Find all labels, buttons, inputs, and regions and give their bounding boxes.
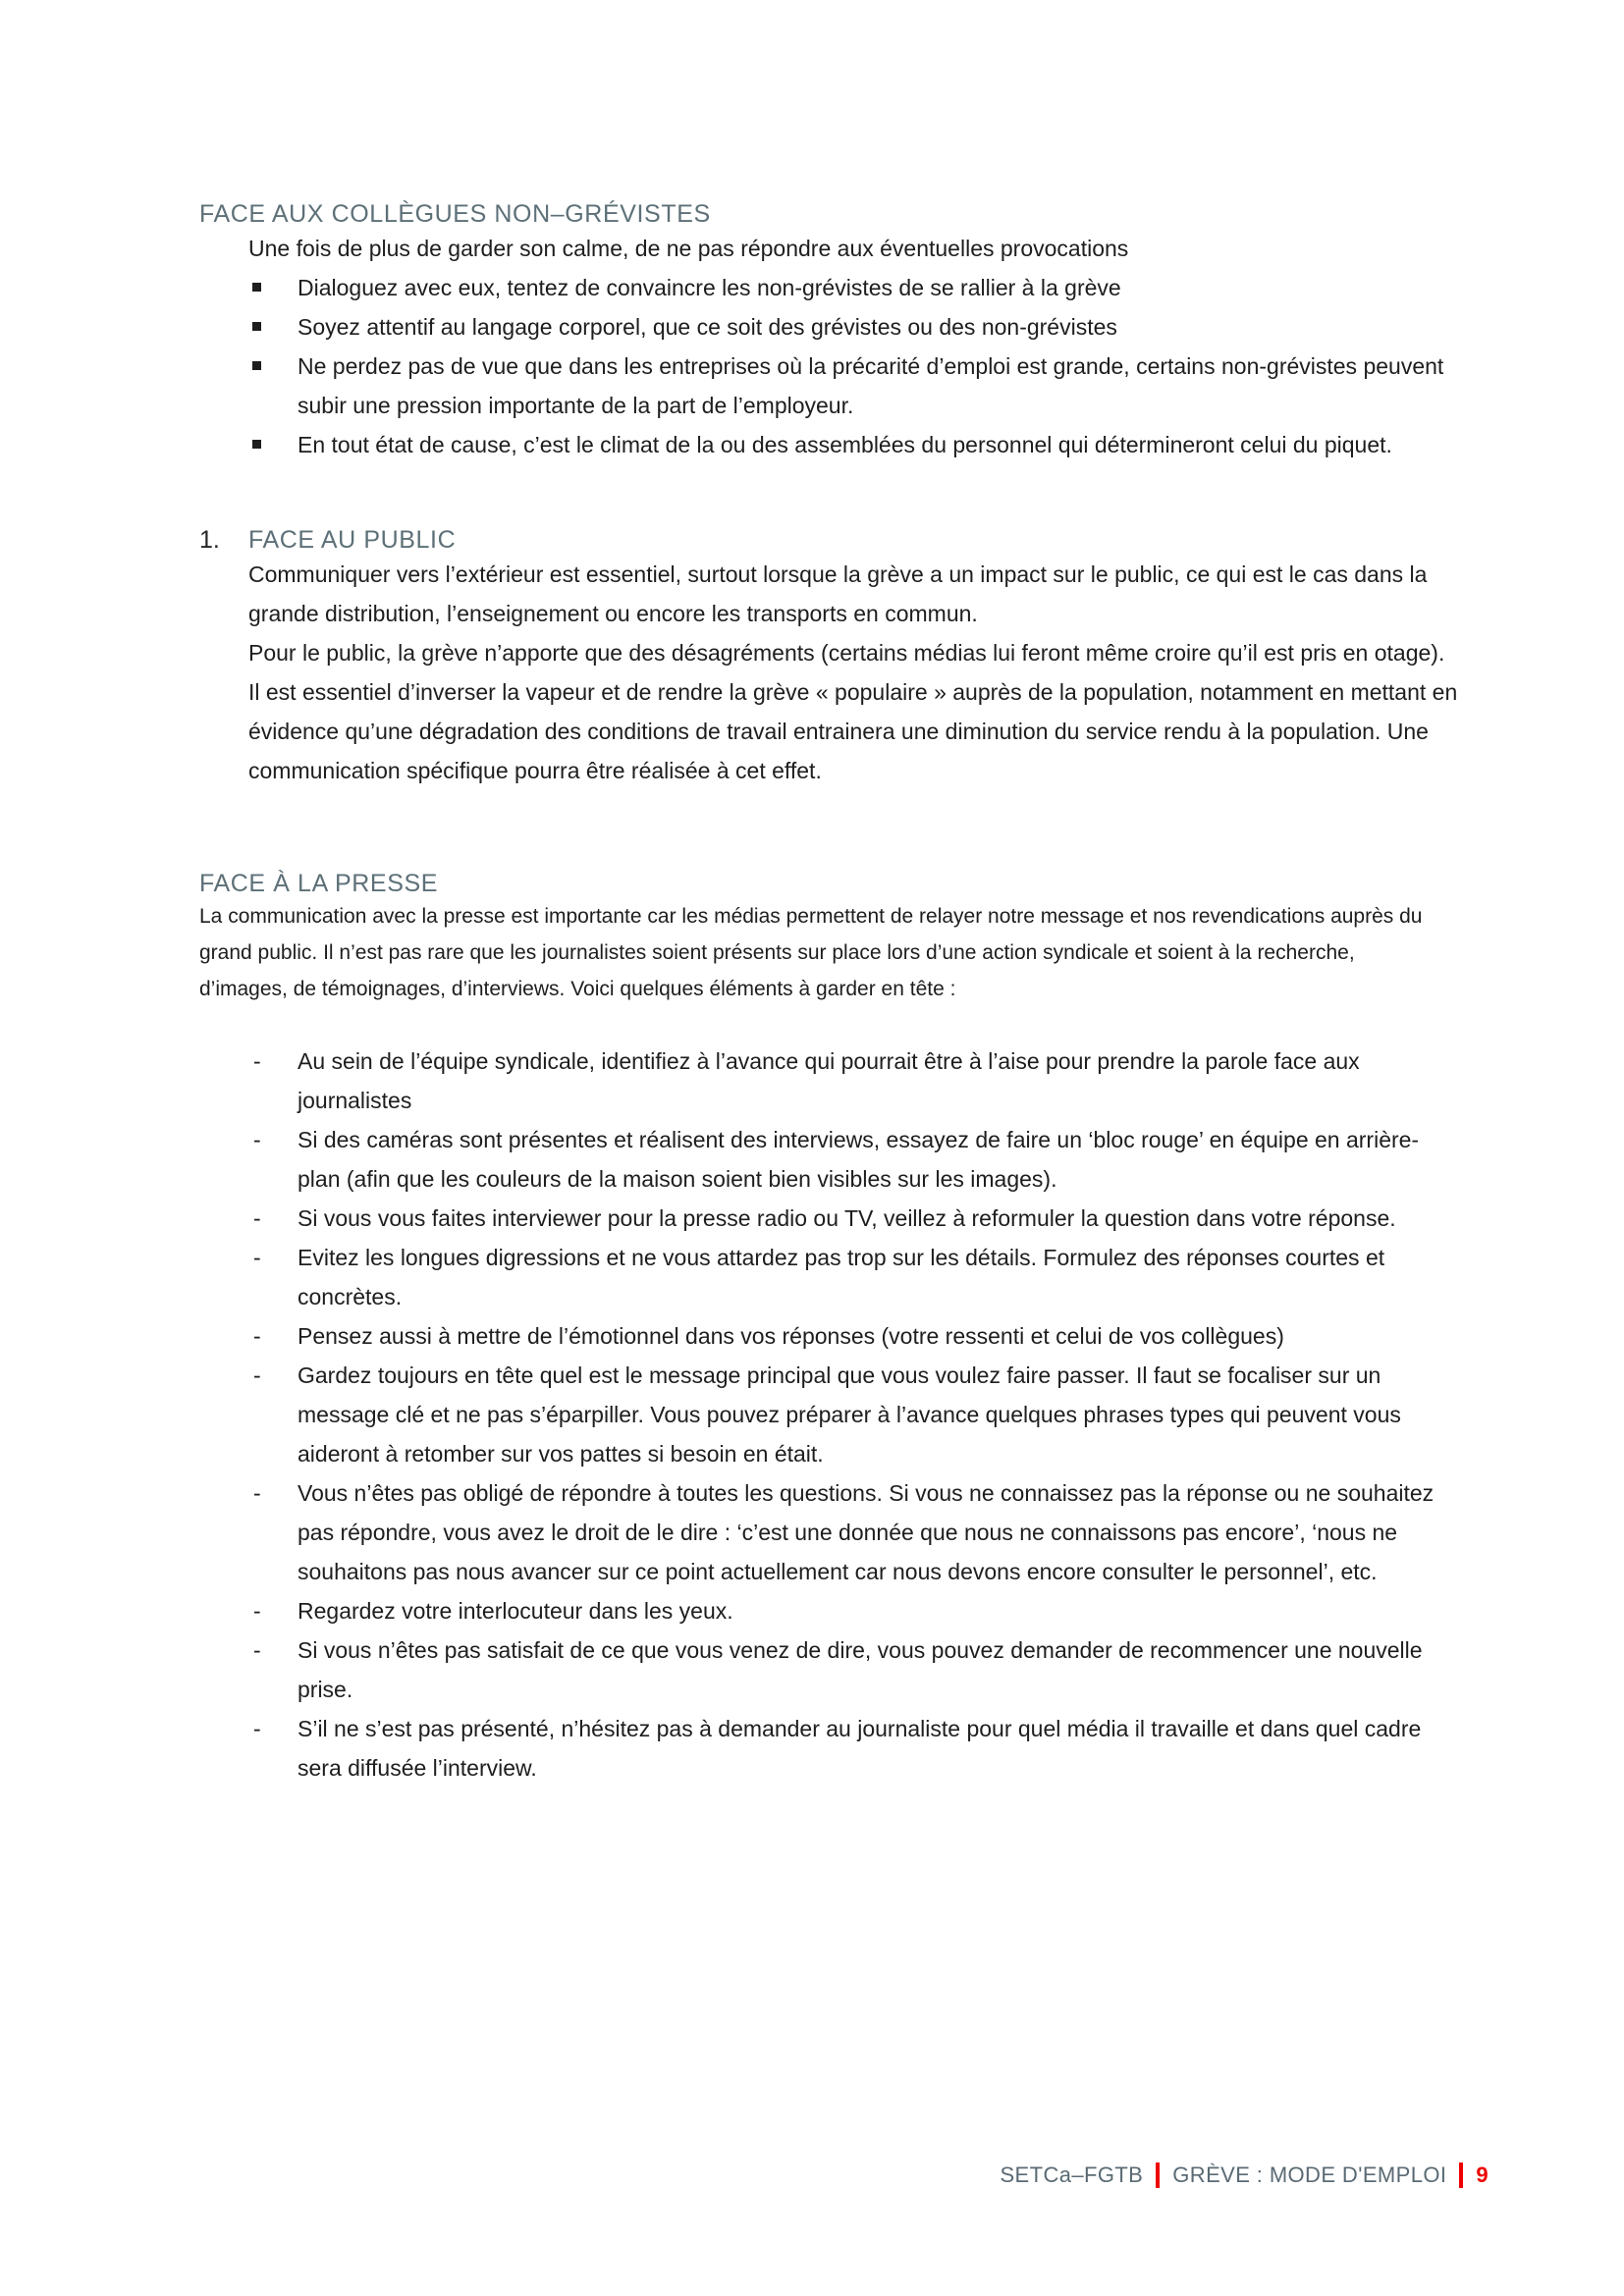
paragraph: Pour le public, la grève n’apporte que des désagréments (certains médias lui feront même croire qu’il est pris en otage). — [248, 640, 1445, 666]
section-heading-public-label: FACE AU PUBLIC — [248, 526, 457, 554]
section-heading-public — [199, 525, 1483, 555]
paragraph: Communiquer vers l’extérieur est essentiel, surtout lorsque la grève a un impact sur le public, ce qui est le cas dans la grande distribution, l’enseignement ou encore les transports en commun. — [248, 561, 1428, 626]
bullet-item: Ne perdez pas de vue que dans les entreprises où la précarité d’emploi est grande, certains non-grévistes peuvent subir une pression importante de la part de l’employeur. — [199, 347, 1483, 425]
dash-item: - Gardez toujours en tête quel est le message principal que vous voulez faire passer. Il faut se focaliser sur un message clé et ne pas s’éparpiller. Vous pouvez préparer à l’avance quelques phrases types qui peuvent vous aideront à retomber sur vos pattes si besoin en était. — [199, 1356, 1483, 1473]
section-heading-presse: FACE À LA PRESSE — [199, 870, 439, 897]
public-paragraphs — [248, 555, 1483, 790]
page-footer — [1000, 2163, 1489, 2188]
dash-item: - Si vous vous faites interviewer pour la presse radio ou TV, veillez à reformuler la question dans votre réponse. — [199, 1199, 1483, 1238]
page-number: 9 — [1476, 2163, 1489, 2187]
footer-doc-title: GRÈVE : MODE D'EMPLOI — [1172, 2163, 1447, 2187]
page-content — [199, 199, 1483, 1788]
dash-item: - Pensez aussi à mettre de l’émotionnel dans vos réponses (votre ressenti et celui de vos collègues) — [199, 1316, 1483, 1356]
paragraph-presse-lead: La communication avec la presse est importante car les médias permettent de relayer notre message et nos revendications auprès du grand public. Il n’est pas rare que les journalistes soient présents sur place lors d’une action syndicale et soient à la recherche, d’images, de témoignages, d’interviews. Voici quelques éléments à garder en tête : — [199, 905, 1423, 1000]
dash-item: - S’il ne s’est pas présenté, n’hésitez pas à demander au journaliste pour quel média il travaille et dans quel cadre sera diffusée l’interview. — [199, 1709, 1483, 1788]
footer-org: SETCa–FGTB — [1000, 2163, 1144, 2187]
dash-item: - Vous n’êtes pas obligé de répondre à toutes les questions. Si vous ne connaissez pas la réponse ou ne souhaitez pas répondre, vous avez le droit de le dire : ‘c’est une donnée que nous ne connaissons pas encore’, ‘nous ne souhaitons pas nous avancer sur ce point actuellement car nous devons encore consulter le personnel’, etc. — [199, 1473, 1483, 1591]
dash-item: - Regardez votre interlocuteur dans les yeux. — [199, 1591, 1483, 1630]
dash-item: - Si vous n’êtes pas satisfait de ce que vous venez de dire, vous pouvez demander de recommencer une nouvelle prise. — [199, 1630, 1483, 1709]
square-bullet-list — [199, 268, 1483, 464]
bullet-item: Soyez attentif au langage corporel, que ce soit des grévistes ou des non-grévistes — [199, 307, 1483, 347]
section-heading-collegues: FACE AUX COLLÈGUES NON–GRÉVISTES — [199, 200, 711, 228]
dash-item: - Si des caméras sont présentes et réalisent des interviews, essayez de faire un ‘bloc rouge’ en équipe en arrière-plan (afin que les couleurs de la maison soient bien visibles sur les images). — [199, 1120, 1483, 1199]
section-number: 1. — [199, 526, 220, 554]
dash-list — [199, 1041, 1483, 1788]
paragraph-collegues-lead: Une fois de plus de garder son calme, de ne pas répondre aux éventuelles provocations — [248, 236, 1129, 261]
dash-item: - Evitez les longues digressions et ne vous attardez pas trop sur les détails. Formulez des réponses courtes et concrètes. — [199, 1238, 1483, 1316]
bullet-item: Dialoguez avec eux, tentez de convaincre les non-grévistes de se rallier à la grève — [199, 268, 1483, 307]
footer-separator-bar — [1459, 2163, 1463, 2188]
paragraph: Il est essentiel d’inverser la vapeur et de rendre la grève « populaire » auprès de la population, notamment en mettant en évidence qu’une dégradation des conditions de travail entrainera une diminution du service rendu à la population. Une communication spécifique pourra être réalisée à cet effet. — [248, 679, 1458, 783]
bullet-item: En tout état de cause, c’est le climat de la ou des assemblées du personnel qui détermineront celui du piquet. — [199, 425, 1483, 464]
footer-separator-bar — [1156, 2163, 1160, 2188]
dash-item: - Au sein de l’équipe syndicale, identifiez à l’avance qui pourrait être à l’aise pour prendre la parole face aux journalistes — [199, 1041, 1483, 1120]
